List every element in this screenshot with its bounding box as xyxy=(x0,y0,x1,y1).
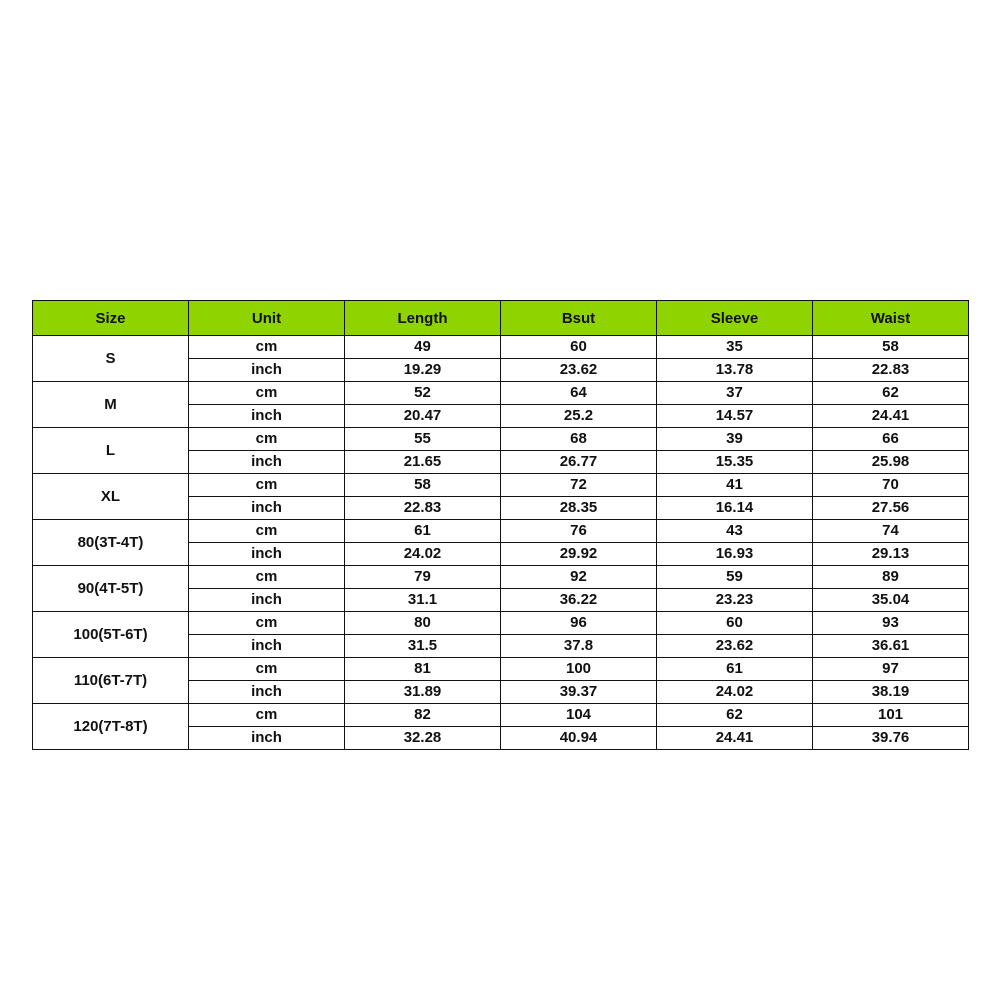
cell-length: 52 xyxy=(345,382,501,405)
cell-sleeve: 16.14 xyxy=(657,497,813,520)
unit-label: inch xyxy=(189,543,345,566)
cell-waist: 38.19 xyxy=(813,681,969,704)
cell-sleeve: 23.23 xyxy=(657,589,813,612)
table-row xyxy=(33,566,969,589)
cell-sleeve: 41 xyxy=(657,474,813,497)
table-row xyxy=(33,428,969,451)
cell-waist: 35.04 xyxy=(813,589,969,612)
size-label: 110(6T-7T) xyxy=(33,658,189,704)
table-row xyxy=(33,336,969,359)
cell-bust: 64 xyxy=(501,382,657,405)
cell-length: 31.89 xyxy=(345,681,501,704)
cell-waist: 36.61 xyxy=(813,635,969,658)
size-label: 100(5T-6T) xyxy=(33,612,189,658)
cell-bust: 104 xyxy=(501,704,657,727)
cell-waist: 58 xyxy=(813,336,969,359)
cell-waist: 97 xyxy=(813,658,969,681)
cell-sleeve: 35 xyxy=(657,336,813,359)
unit-label: cm xyxy=(189,520,345,543)
cell-length: 49 xyxy=(345,336,501,359)
unit-label: cm xyxy=(189,704,345,727)
unit-label: inch xyxy=(189,681,345,704)
column-header-length: Length xyxy=(345,301,501,336)
unit-label: cm xyxy=(189,474,345,497)
cell-length: 55 xyxy=(345,428,501,451)
cell-bust: 28.35 xyxy=(501,497,657,520)
cell-waist: 22.83 xyxy=(813,359,969,382)
cell-bust: 72 xyxy=(501,474,657,497)
cell-bust: 26.77 xyxy=(501,451,657,474)
cell-waist: 39.76 xyxy=(813,727,969,750)
table-row xyxy=(33,704,969,727)
cell-sleeve: 13.78 xyxy=(657,359,813,382)
column-header-size: Size xyxy=(33,301,189,336)
cell-sleeve: 60 xyxy=(657,612,813,635)
table-row xyxy=(33,382,969,405)
cell-length: 22.83 xyxy=(345,497,501,520)
unit-label: inch xyxy=(189,727,345,750)
table-row xyxy=(33,474,969,497)
cell-bust: 36.22 xyxy=(501,589,657,612)
unit-label: inch xyxy=(189,635,345,658)
cell-length: 31.5 xyxy=(345,635,501,658)
cell-waist: 24.41 xyxy=(813,405,969,428)
unit-label: cm xyxy=(189,382,345,405)
cell-bust: 23.62 xyxy=(501,359,657,382)
size-label: 90(4T-5T) xyxy=(33,566,189,612)
cell-waist: 25.98 xyxy=(813,451,969,474)
cell-bust: 39.37 xyxy=(501,681,657,704)
cell-bust: 96 xyxy=(501,612,657,635)
size-chart xyxy=(32,300,969,750)
cell-length: 32.28 xyxy=(345,727,501,750)
cell-length: 21.65 xyxy=(345,451,501,474)
cell-bust: 76 xyxy=(501,520,657,543)
column-header-waist: Waist xyxy=(813,301,969,336)
unit-label: cm xyxy=(189,566,345,589)
table-row xyxy=(33,612,969,635)
unit-label: inch xyxy=(189,589,345,612)
cell-sleeve: 24.02 xyxy=(657,681,813,704)
column-header-bust: Bsut xyxy=(501,301,657,336)
cell-sleeve: 39 xyxy=(657,428,813,451)
cell-bust: 29.92 xyxy=(501,543,657,566)
size-label: L xyxy=(33,428,189,474)
cell-length: 61 xyxy=(345,520,501,543)
cell-waist: 70 xyxy=(813,474,969,497)
column-header-sleeve: Sleeve xyxy=(657,301,813,336)
size-label: XL xyxy=(33,474,189,520)
size-label: 80(3T-4T) xyxy=(33,520,189,566)
cell-length: 58 xyxy=(345,474,501,497)
cell-waist: 89 xyxy=(813,566,969,589)
size-chart-table xyxy=(32,300,969,750)
cell-sleeve: 14.57 xyxy=(657,405,813,428)
cell-length: 19.29 xyxy=(345,359,501,382)
unit-label: inch xyxy=(189,405,345,428)
column-header-unit: Unit xyxy=(189,301,345,336)
cell-sleeve: 62 xyxy=(657,704,813,727)
table-row xyxy=(33,520,969,543)
cell-bust: 60 xyxy=(501,336,657,359)
cell-waist: 93 xyxy=(813,612,969,635)
cell-waist: 66 xyxy=(813,428,969,451)
header-row xyxy=(33,301,969,336)
cell-bust: 92 xyxy=(501,566,657,589)
cell-length: 20.47 xyxy=(345,405,501,428)
size-label: S xyxy=(33,336,189,382)
cell-sleeve: 23.62 xyxy=(657,635,813,658)
cell-sleeve: 15.35 xyxy=(657,451,813,474)
cell-waist: 27.56 xyxy=(813,497,969,520)
cell-bust: 37.8 xyxy=(501,635,657,658)
unit-label: inch xyxy=(189,451,345,474)
cell-sleeve: 59 xyxy=(657,566,813,589)
unit-label: inch xyxy=(189,359,345,382)
cell-bust: 68 xyxy=(501,428,657,451)
cell-sleeve: 24.41 xyxy=(657,727,813,750)
cell-waist: 101 xyxy=(813,704,969,727)
size-label: 120(7T-8T) xyxy=(33,704,189,750)
cell-length: 80 xyxy=(345,612,501,635)
cell-waist: 29.13 xyxy=(813,543,969,566)
cell-sleeve: 61 xyxy=(657,658,813,681)
table-body xyxy=(33,336,969,750)
unit-label: cm xyxy=(189,428,345,451)
unit-label: cm xyxy=(189,336,345,359)
cell-length: 24.02 xyxy=(345,543,501,566)
cell-length: 31.1 xyxy=(345,589,501,612)
cell-bust: 25.2 xyxy=(501,405,657,428)
cell-length: 81 xyxy=(345,658,501,681)
cell-length: 79 xyxy=(345,566,501,589)
cell-sleeve: 43 xyxy=(657,520,813,543)
cell-sleeve: 16.93 xyxy=(657,543,813,566)
unit-label: inch xyxy=(189,497,345,520)
unit-label: cm xyxy=(189,612,345,635)
cell-sleeve: 37 xyxy=(657,382,813,405)
table-row xyxy=(33,658,969,681)
cell-waist: 62 xyxy=(813,382,969,405)
unit-label: cm xyxy=(189,658,345,681)
cell-bust: 100 xyxy=(501,658,657,681)
cell-length: 82 xyxy=(345,704,501,727)
size-label: M xyxy=(33,382,189,428)
cell-bust: 40.94 xyxy=(501,727,657,750)
cell-waist: 74 xyxy=(813,520,969,543)
